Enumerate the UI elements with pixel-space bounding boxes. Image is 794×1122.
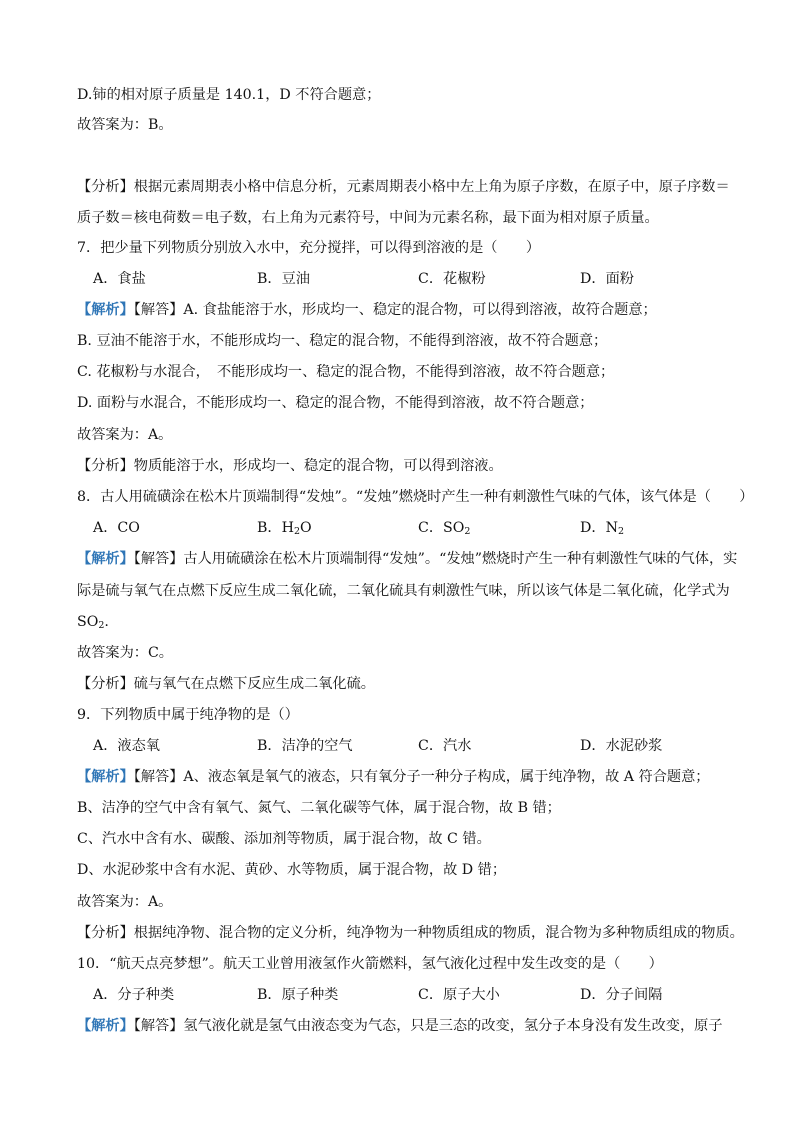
q9-option-a: A．液态氧	[93, 738, 160, 754]
q8-analysis: 【分析】硫与氧气在点燃下反应生成二氧化硫。	[77, 676, 375, 692]
jiexi-label: 【解析】	[77, 769, 134, 785]
q7-solution-line1: 【解析】【解答】A. 食盐能溶于水，形成均一、稳定的混合物，可以得到溶液，故符合题意；	[77, 302, 657, 318]
q9-solution-line4: D、水泥砂浆中含有水泥、黄砂、水等物质，属于混合物，故 D 错；	[77, 862, 507, 878]
q6-analysis-line1: 【分析】根据元素周期表小格中信息分析，元素周期表小格中左上角为原子序数，在原子中，原子序数＝	[77, 179, 730, 195]
jiexi-label: 【解析】	[77, 1018, 134, 1034]
q10-option-b: B．原子种类	[257, 987, 339, 1003]
q9-analysis: 【分析】根据纯净物、混合物的定义分析，纯净物为一种物质组成的物质，混合物为多种物质组成的物质。	[77, 925, 744, 941]
q8-option-a: A．CO	[93, 520, 140, 536]
q9-option-c: C．汽水	[418, 738, 472, 754]
q7-stem: 7．把少量下列物质分别放入水中，充分搅拌，可以得到溶液的是（ ）	[77, 240, 541, 256]
q10-option-a: A．分子种类	[93, 987, 175, 1003]
q9-option-d: D．水泥砂浆	[580, 738, 663, 754]
analysis-label: 【分析】	[77, 179, 134, 195]
q8-answer: 故答案为：C。	[77, 645, 173, 661]
q8-stem: 8．古人用硫磺涂在松木片顶端制得“发烛”。“发烛”燃烧时产生一种有刺激性气味的气体，该气体是（ ）	[77, 489, 754, 505]
q7-analysis: 【分析】物质能溶于水，形成均一、稳定的混合物，可以得到溶液。	[77, 458, 503, 474]
q9-solution-line2: B、洁净的空气中含有氧气、氮气、二氧化碳等气体，属于混合物，故 B 错；	[77, 800, 561, 816]
q10-solution-line1: 【解析】【解答】氢气液化就是氢气由液态变为气态，只是三态的改变，氢分子本身没有发生改变，原子	[77, 1018, 723, 1034]
q6-answer: 故答案为：B。	[77, 117, 173, 133]
q7-solution-line3: C. 花椒粉与水混合， 不能形成均一、稳定的混合物，不能得到溶液，故不符合题意；	[77, 364, 615, 380]
q6-option-d-explanation: D.铈的相对原子质量是 140.1，D 不符合题意；	[77, 87, 381, 103]
analysis-label: 【分析】	[77, 925, 134, 941]
q8-solution-line2: 际是硫与氧气在点燃下反应生成二氧化硫，二氧化硫具有刺激性气味，所以该气体是二氧化硫，化学式为	[77, 583, 730, 599]
analysis-label: 【分析】	[77, 458, 134, 474]
q7-solution-line2: B. 豆油不能溶于水，不能形成均一、稳定的混合物，不能得到溶液，故不符合题意；	[77, 333, 608, 349]
jieda-label: 【解答】	[133, 1018, 184, 1034]
jieda-label: 【解答】	[133, 769, 184, 785]
q8-option-d: D．$N_2$	[580, 520, 625, 537]
q9-solution-line3: C、汽水中含有水、碳酸、添加剂等物质，属于混合物，故 C 错。	[77, 831, 491, 847]
q8-option-c: C．$SO_2$	[418, 520, 471, 537]
q7-answer: 故答案为：A。	[77, 427, 173, 443]
q8-solution-line3: $SO_2$.	[77, 614, 109, 631]
jiexi-label: 【解析】	[77, 302, 134, 318]
q7-option-a: A．食盐	[93, 271, 146, 287]
q10-stem: 10．“航天点亮梦想”。航天工业曾用液氢作火箭燃料，氢气液化过程中发生改变的是（ ）	[77, 956, 663, 972]
q8-solution-line1: 【解析】【解答】古人用硫磺涂在松木片顶端制得“发烛”。“发烛”燃烧时产生一种有刺激性气味的气体，实	[77, 551, 738, 567]
jieda-label: 【解答】	[133, 551, 184, 567]
q8-option-b: B．$H_2O$	[257, 520, 312, 537]
q7-solution-line4: D. 面粉与水混合，不能形成均一、稳定的混合物，不能得到溶液，故不符合题意；	[77, 395, 594, 411]
jiexi-label: 【解析】	[77, 551, 134, 567]
q9-answer: 故答案为：A。	[77, 894, 173, 910]
q10-option-d: D．分子间隔	[580, 987, 663, 1003]
q7-option-b: B．豆油	[257, 271, 310, 287]
q6-analysis-line2: 质子数＝核电荷数＝电子数，右上角为元素符号，中间为元素名称，最下面为相对原子质量。	[77, 210, 659, 226]
q7-option-c: C．花椒粉	[418, 271, 486, 287]
q9-option-b: B．洁净的空气	[257, 738, 353, 754]
analysis-label: 【分析】	[77, 676, 134, 692]
q7-option-d: D．面粉	[580, 271, 634, 287]
q9-solution-line1: 【解析】【解答】A、液态氧是氧气的液态，只有氧分子一种分子构成，属于纯净物，故 A 符合题意；	[77, 769, 710, 785]
q9-stem: 9．下列物质中属于纯净物的是（）	[77, 707, 299, 723]
q10-option-c: C．原子大小	[418, 987, 500, 1003]
jieda-label: 【解答】	[133, 302, 184, 318]
